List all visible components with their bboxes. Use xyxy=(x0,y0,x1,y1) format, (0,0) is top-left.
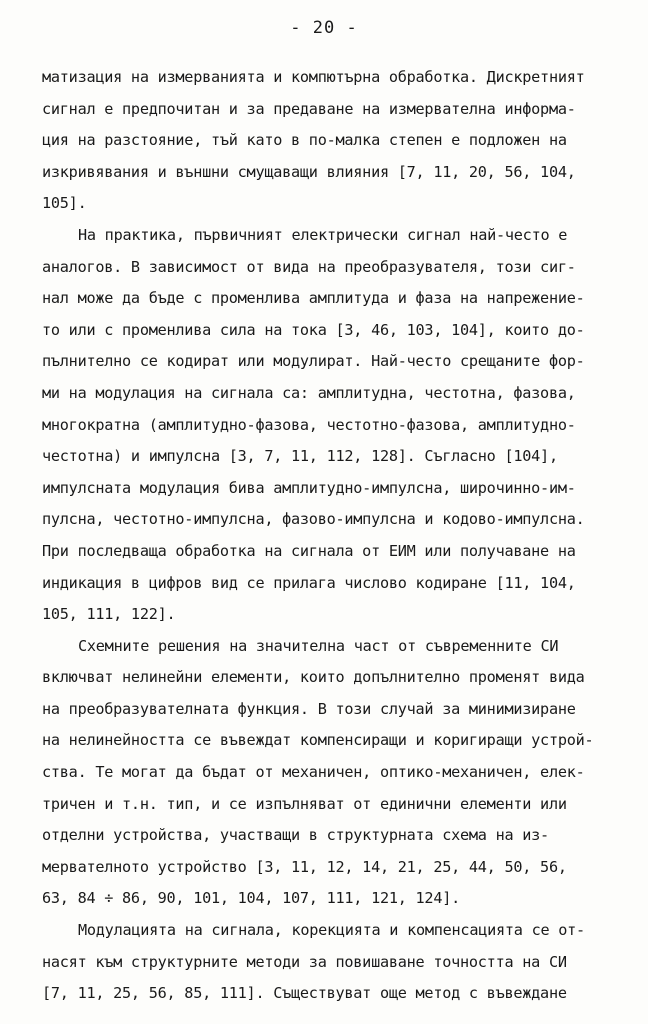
text-line: включват нелинейни елементи, които допълнително променят вида xyxy=(42,668,585,687)
text-line: аналогов. В зависимост от вида на преобразувателя, този сиг- xyxy=(42,257,576,276)
text-line: сигнал е предпочитан и за предаване на измервателна информа- xyxy=(42,99,576,118)
text-line: Модулацията на сигнала, корекцията и компенсацията се от- xyxy=(78,921,585,940)
text-line: 105, 111, 122]. xyxy=(42,605,176,624)
text-line: тричен и т.н. тип, и се изпълняват от единични елементи или xyxy=(42,794,567,813)
text-line: 105]. xyxy=(42,194,87,213)
text-line: ми на модулация на сигнала са: амплитудна, честотна, фазова, xyxy=(42,383,576,402)
text-line: то или с променлива сила на тока [3, 46, 103, 104], които до- xyxy=(42,320,585,339)
text-line: пълнително се кодират или модулират. Най-често срещаните фор- xyxy=(42,352,585,371)
text-line: честотна) и импулсна [3, 7, 11, 112, 128]. Съгласно [104], xyxy=(42,447,558,466)
text-line: многократна (амплитудно-фазова, честотно-фазова, амплитудно- xyxy=(42,415,576,434)
text-line: мервателното устройство [3, 11, 12, 14, 21, 25, 44, 50, 56, xyxy=(42,857,567,876)
text-line: [7, 11, 25, 56, 85, 111]. Съществуват още метод с въвеждане xyxy=(42,984,567,1003)
text-line: нал може да бъде с променлива амплитуда и фаза на напрежение- xyxy=(42,289,585,308)
text-line: При последваща обработка на сигнала от ЕИМ или получаване на xyxy=(42,541,576,560)
text-line: ства. Те могат да бъдат от механичен, оптико-механичен, елек- xyxy=(42,763,585,782)
text-line: отделни устройства, участващи в структурната схема на из- xyxy=(42,826,549,845)
text-line: ция на разстояние, тъй като в по-малка степен е подложен на xyxy=(42,131,567,150)
text-line: 63, 84 ÷ 86, 90, 101, 104, 107, 111, 121, 124]. xyxy=(42,889,461,908)
text-line: пулсна, честотно-импулсна, фазово-импулсна и кодово-импулсна. xyxy=(42,510,585,529)
text-line: импулсната модулация бива амплитудно-импулсна, широчинно-им- xyxy=(42,478,576,497)
text-line: на преобразувателната функция. В този случай за минимизиране xyxy=(42,699,576,718)
text-line: Схемните решения на значителна част от съвременните СИ xyxy=(78,636,559,655)
text-line: на нелинейността се въвеждат компенсиращи и коригиращи устрой- xyxy=(42,731,594,750)
body-text xyxy=(42,62,622,1010)
text-line: На практика, първичният електрически сигнал най-често е xyxy=(78,225,568,244)
text-line: матизация на измерванията и компютърна обработка. Дискретният xyxy=(42,68,585,86)
text-line: изкривявания и външни смущаващи влияния [7, 11, 20, 56, 104, xyxy=(42,162,576,181)
text-line: насят към структурните методи за повишаване точността на СИ xyxy=(42,952,567,971)
page-number: - 20 - xyxy=(290,18,358,38)
text-line: индикация в цифров вид се прилага числово кодиране [11, 104, xyxy=(42,573,576,592)
